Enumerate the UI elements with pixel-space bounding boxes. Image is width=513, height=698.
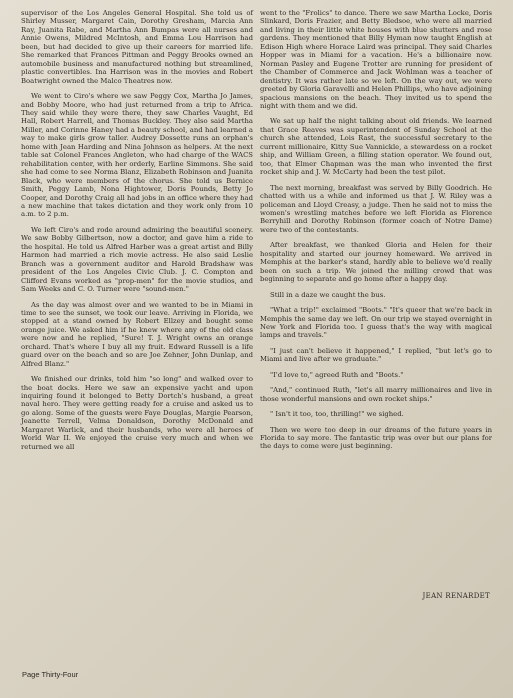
- author-signature: JEAN RENARDET: [422, 592, 490, 600]
- paragraph: went to the "Frolics" to dance. There we saw Martha Locke, Doris Slinkard, Doris Frazier, and Betty Bledsoe, who were all married and living in their little white houses with blue shutters and rose gardens. They mentioned that Billy Hyman now taught English at Edison High where Horace Laird was principal. They said Charles Hopper was in Miami for a vacation. He's a billionaire now. Norman Pasley and Eugene Trotter are running for president of the Chamber of Commerce and Jack Wohlman was a teacher of dentistry. It was rather late so we left. On the way out, we were greeted by Gloria Garavelli and Helen Phillips, who have adjoining spacious mansions on the beach. They invited us to spend the night with them and we did.: [260, 9, 492, 110]
- paragraph: As the day was almost over and we wanted to be in Miami in time to see the sunset, we took our leave. Arriving in Florida, we stopped at a stand owned by Robert Ellzey and bought some orange juice. We asked him if he knew where any of the old class were now and he replied, "Sure! T. J. Wright owns an orange orchard. That's where I buy all my fruit. Edward Russell is a life guard over on the beach and so are Joe Zehner, John Dunlap, and Alfred Blanz.": [21, 300, 253, 368]
- paragraph: We went to Ciro's where we saw Peggy Cox, Martha Jo James, and Bobby Moore, who had just returned from a trip to Africa. They said while they were there, they saw Charles Vaught, Ed Hall, Robert Harrell, and Thomas Buckley. They also said Martha Miller, and Corinne Haney had a beauty school, and had learned a way to make girls grow taller. Audrey Dossette runs an orphan's home with Jean Harding and Nina Johnson as helpers. At the next table sat Colonel Frances Angleton, who had charge of the WACS rehabilitation center, with her orderly, Earline Simmons. She said she had come to see Norma Blanz, Elizabeth Robinson and Juanita Black, who were members of the chorus. She told us Bernice Smith, Peggy Lamb, Nona Hightower, Doris Pounds, Betty Jo Cooper, and Dorothy Craig all had jobs in an office where they had a new machine that takes dictation and they work only from 10 a.m. to 2 p.m.: [21, 92, 253, 219]
- paragraph: We left Ciro's and rode around admiring the beautiful scenery. We saw Bobby Gilbertson, now a doctor, and gave him a ride to the hospital. He told us Alfred Harber was a great artist and Billy Harmon had married a rich movie actress. He also said Leslie Branch was a government auditor and Harold Bradshaw was president of the Los Angeles Civic Club. J. C. Compton and Clifford Evans worked as "prop-men" for the movie studios, and Sam Weeks and C. O. Turner were "sound-men.": [21, 225, 253, 294]
- paragraph: "I'd love to," agreed Ruth and "Boots.": [270, 370, 404, 379]
- paragraph: "What a trip!" exclaimed "Boots." "It's queer that we're back in Memphis the same day we left. On our trip we stayed overnight in New York and Florida too. I guess that's the way with magical lamps and travels.": [260, 306, 492, 340]
- page-number: Page Thirty-Four: [22, 670, 79, 679]
- paragraph: "I just can't believe it happened," I replied, "but let's go to Miami and live after we graduate.": [260, 346, 492, 364]
- left-column: [21, 9, 253, 458]
- right-column: [260, 9, 492, 458]
- paragraph: Still in a daze we caught the bus.: [270, 290, 386, 299]
- paragraph: " Isn't it too, too, thrilling!" we sighed.: [270, 410, 404, 419]
- paragraph: After breakfast, we thanked Gloria and Helen for their hospitality and started our journey homeward. We arrived in Memphis at the barker's stand, hardly able to believe we'd really been on such a trip. We joined the milling crowd that was beginning to separate and go home after a happy day.: [260, 241, 492, 284]
- paragraph: "And," continued Ruth, "let's all marry millionaires and live in those wonderful mansions and own rocket ships.": [260, 386, 492, 403]
- paragraph: We finished our drinks, told him "so long" and walked over to the boat docks. Here we saw an expensive yacht and upon inquiring found it belonged to Betty Dortch's husband, a great naval hero. They were getting ready for a cruise and asked us to go along. Some of the guests were Faye Douglas, Margie Pearson, Jeanette Terrell, Velma Donaldson, Dorothy McDonald and Margaret Warlick, and their husbands, who were all heroes of World War II. We enjoyed the cruise very much and when we returned we all: [21, 375, 253, 451]
- paragraph: The next morning, breakfast was served by Billy Goodrich. He chatted with us a while and informed us that J. W. Riley was a policeman and Lloyd Creasy, a judge. Then he said not to miss the women's wrestling matches before we left Florida as Florence Berryhill and Dorothy Robinson (former coach of Notre Dame) were two of the contestants.: [260, 183, 492, 234]
- paragraph: Then we were too deep in our dreams of the future years in Florida to say more. The fantastic trip was over but our plans for the days to come were just beginning.: [260, 425, 492, 451]
- paragraph: supervisor of the Los Angeles General Hospital. She told us of Shirley Musser, Margaret Cain, Dorothy Gresham, Marcia Ann Ray, Juanita Rabe, and Martha Ann Bumpas were all nurses and Annie Owens, Mildred McIntosh, and Emma Lou Harrison had been, but had decided to give up their careers for married life. She remarked that Frances Pittman and Peggy Brooks owned an automobile business and manufactured nothing but streamlined, plastic convertibles. Ina Harrison was in the movies and Robert Boatwright owned the Malco Theatres now.: [21, 9, 253, 85]
- paragraph: We sat up half the night talking about old friends. We learned that Grace Reaves was superintendent of Sunday School at the church she attended, Lois Rast, the successful secretary to the current millionaire, Kitty Sue Vannickle, a stewardess on a rocket ship, and William Green, a filling station operator. We found out, too, that Elmer Chapman was the man who invented the first rocket ship and J. W. McCarty had been the test pilot.: [260, 117, 492, 177]
